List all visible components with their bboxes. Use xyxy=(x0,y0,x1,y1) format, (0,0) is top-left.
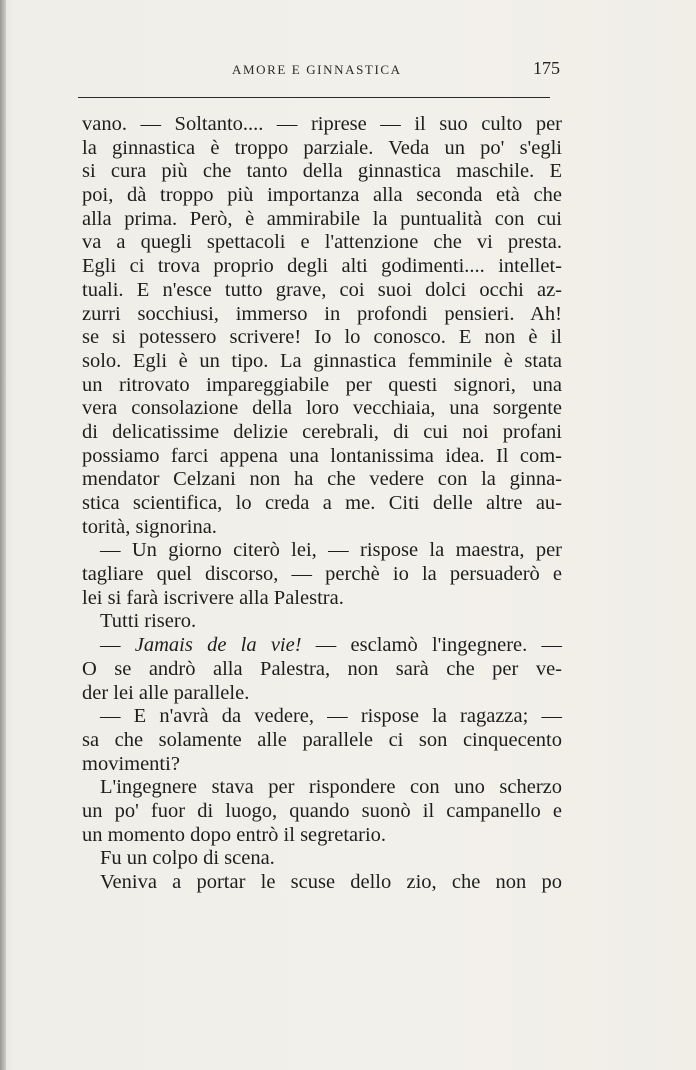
text-line: der lei alle parallele. xyxy=(82,681,250,704)
text-line: mendator Celzani non ha che vedere con la ginna- xyxy=(82,468,562,491)
text-line: torità, signorina. xyxy=(82,515,217,538)
text-line: Fu un colpo di scena. xyxy=(100,847,275,870)
text-line: possiamo farci appena una lontanissima idea. Il com- xyxy=(82,444,562,467)
text-line: — E n'avrà da vedere, — rispose la ragazza; — xyxy=(100,705,562,728)
italic-phrase: Jamais de la vie! xyxy=(134,634,302,657)
text-line: Veniva a portar le scuse dello zio, che non po xyxy=(100,871,562,893)
header-rule xyxy=(78,97,550,98)
text-line: vano. — Soltanto.... — riprese — il suo culto per xyxy=(82,113,562,135)
text-line: un momento dopo entrò il segretario. xyxy=(82,823,387,846)
dialog-rest: — esclamò l'ingegnere. — xyxy=(301,634,563,657)
text-line: alla prima. Però, è ammirabile la puntualità con cui xyxy=(82,207,562,230)
text-line: di delicatissime delizie cerebrali, di cui noi profani xyxy=(82,420,562,443)
text-line: movimenti? xyxy=(82,752,180,775)
text-line: stica scientifica, lo creda a me. Citi delle altre au- xyxy=(82,492,562,514)
text-line: poi, dà troppo più importanza alla seconda età che xyxy=(82,184,562,207)
text-line: L'ingegnere stava per rispondere con uno scherzo xyxy=(100,776,562,799)
text-line-dialog xyxy=(82,634,562,658)
text-line: O se andrò alla Palestra, non sarà che per ve- xyxy=(82,657,562,680)
text-line: lei si farà iscrivere alla Palestra. xyxy=(82,586,344,609)
text-line: un po' fuor di luogo, quando suonò il campanello e xyxy=(82,799,562,822)
dialog-dash: — xyxy=(100,634,135,657)
text-line: se si potessero scrivere! Io lo conosco. E non è il xyxy=(82,326,562,349)
text-line: solo. Egli è un tipo. La ginnastica femminile è stata xyxy=(82,349,562,372)
text-line: Egli ci trova proprio degli alti godimenti.... intellet- xyxy=(82,255,562,278)
text-line: un ritrovato impareggiabile per questi signori, una xyxy=(82,373,562,396)
page-header xyxy=(82,58,560,88)
body-text xyxy=(82,113,562,895)
text-line: Tutti risero. xyxy=(100,610,197,633)
page-spine-shadow xyxy=(0,0,6,1070)
text-line: sa che solamente alle parallele ci son cinquecento xyxy=(82,728,562,751)
text-line: vera consolazione della loro vecchiaia, una sorgente xyxy=(82,397,562,420)
page-number: 175 xyxy=(533,58,560,78)
text-line: tagliare quel discorso, — perchè io la persuaderò e xyxy=(82,563,562,586)
running-title: AMORE E GINNASTICA xyxy=(232,62,402,77)
text-line: si cura più che tanto della ginnastica maschile. E xyxy=(82,160,562,183)
text-line: — Un giorno citerò lei, — rispose la maestra, per xyxy=(100,539,562,562)
text-line: la ginnastica è troppo parziale. Veda un po' s'egli xyxy=(82,136,562,159)
text-line: zurri socchiusi, immerso in profondi pensieri. Ah! xyxy=(82,302,562,325)
text-line: tuali. E n'esce tutto grave, coi suoi dolci occhi az- xyxy=(82,278,562,301)
text-line: va a quegli spettacoli e l'attenzione che vi presta. xyxy=(82,231,562,254)
